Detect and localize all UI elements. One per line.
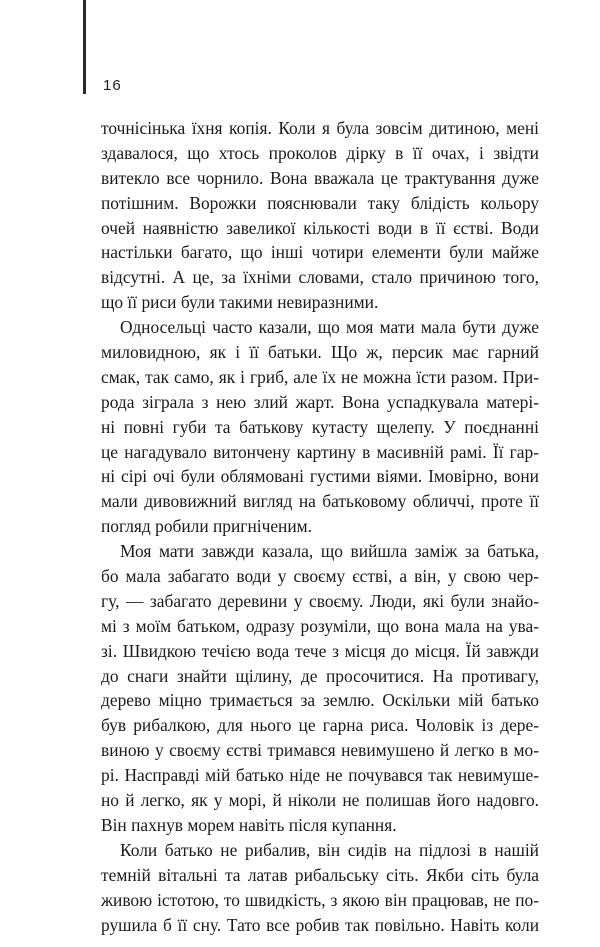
text-line: відсутні. А це, за їхніми словами, стало причиною того, [101, 267, 539, 288]
text-line: потішним. Ворожки пояснювали таку блідість кольору [101, 192, 539, 213]
text-line: мі з моїм батьком, одразу розуміли, що вона мала на ува- [101, 615, 539, 636]
text-line: виною у своєму єстві тримався невимушено й легко в мо- [101, 740, 539, 761]
text-line: що її риси були такими невиразними. [101, 292, 379, 313]
text-line: ні сірі очі були облямовані густими віями. Імовірно, вони [101, 466, 539, 487]
text-line: витекло все чорнило. Вона вважала це трактування дуже [101, 167, 539, 188]
text-line: темній вітальні та латав рибальську сіть. Якби сіть була [101, 864, 539, 885]
text-line: бо мала забагато води у своєму єстві, а він, у свою чер- [101, 566, 539, 587]
text-line: це нагадувало витончену картину в масивній рамі. Її гар- [101, 441, 539, 462]
text-line: здавалося, що хтось проколов дірку в її очах, і звідти [101, 142, 539, 163]
text-line: мали дивовижний вигляд на батьковому обличчі, проте її [101, 491, 539, 512]
text-line: миловидною, як і її батьки. Що ж, персик має гарний [101, 342, 539, 363]
page-edge-line [83, 0, 86, 94]
text-line: живою істотою, то швидкість, з якою він працював, не по- [101, 889, 539, 910]
text-line: настільки багато, що інші чотири елементи були майже [101, 242, 539, 263]
text-line: погляд робили пригніченим. [101, 516, 313, 537]
text-line: зі. Швидкою течією вода тече з місця до місця. Їй завжди [101, 640, 539, 661]
text-line: Він пахнув морем навіть після купання. [101, 814, 397, 835]
page-number: 16 [103, 77, 122, 94]
paragraph-first-line: Односельці часто казали, що моя мати мала бути дуже [120, 317, 539, 338]
text-line: до снаги знайти щілину, де просочитися. На противагу, [101, 665, 539, 686]
text-line: точнісінька їхня копія. Коли я була зовсім дитиною, мені [101, 118, 539, 138]
text-line: дерево міцно тримається за землю. Оскільки мій батько [101, 690, 539, 711]
text-line: ні повні губи та батькову кутасту щелепу. У поєднанні [101, 416, 539, 437]
text-line: рода зіграла з нею злий жарт. Вона успадкувала матері- [101, 391, 539, 412]
text-line: но й легко, як у морі, й ніколи не полишав його надовго. [101, 790, 539, 811]
text-line: рі. Насправді мій батько ніде не почувався так невимуше- [101, 765, 539, 786]
text-line: смак, так само, як і гриб, але їх не можна їсти разом. При- [101, 366, 539, 387]
text-line: був рибалкою, для нього це гарна риса. Чоловік із дере- [101, 715, 539, 736]
text-line: очей наявністю завеликої кількості води в її єстві. Води [101, 217, 539, 238]
text-line: гу, — забагато деревини у своєму. Люди, які були знайо- [101, 590, 539, 611]
text-line: рушила б її сну. Тато все робив так повільно. Навіть коли [101, 914, 539, 935]
paragraph-first-line: Коли батько не рибалив, він сидів на підлозі в нашій [120, 839, 539, 860]
paragraph-first-line: Моя мати завжди казала, що вийшла заміж за батька, [120, 541, 539, 562]
body-text [101, 116, 539, 937]
